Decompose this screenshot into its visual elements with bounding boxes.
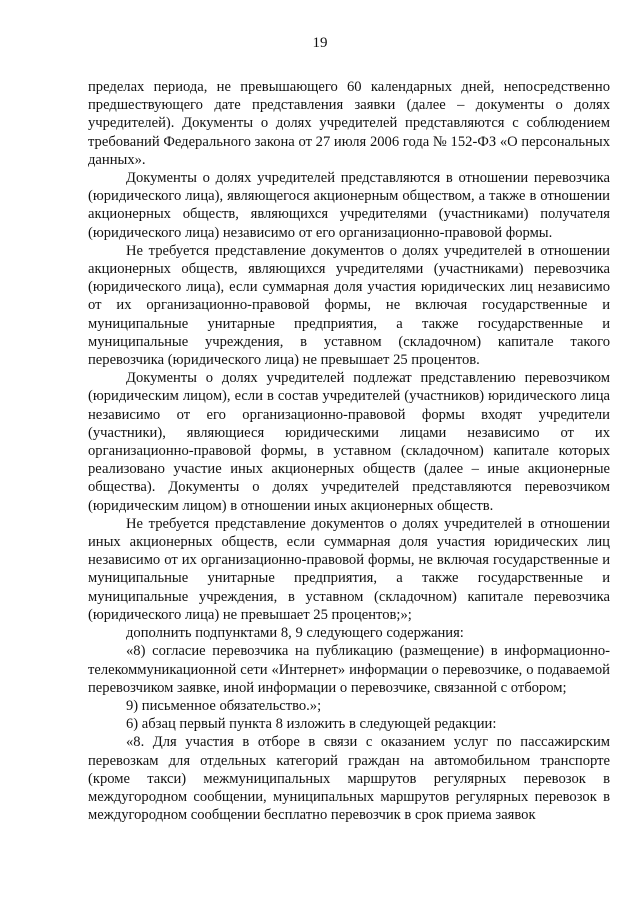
paragraph: Не требуется представление документов о долях учредителей в отношении иных акционерных обществ, если суммарная доля участия юридических лиц независимо от их организационно-правовой формы, не включая государственные и муниципальные унитарные предприятия, а также государственные и муниципальные учреждения, в уставном (складочном) капитале перевозчика (юридического лица) не превышает 25 процентов;»; [88, 515, 610, 623]
page-number: 19 [312, 35, 328, 51]
paragraph: «8) согласие перевозчика на публикацию (размещение) в информационно-телекоммуникационной сети «Интернет» информации о перевозчике, о подаваемой перевозчиком заявке, иной информации о перевозчике, связанной с отбором; [88, 643, 610, 696]
paragraph: пределах периода, не превышающего 60 календарных дней, непосредственно предшествующего дате представления заявки (далее – документы о долях учредителей). Документы о долях учредителей представляются с соблюдением требований Федерального закона от 27 июля 2006 года № 152-ФЗ «О персональных данных». [88, 79, 610, 168]
paragraph: Документы о долях учредителей подлежат представлению перевозчиком (юридическим лицом), если в состав учредителей (участников) юридического лица независимо от его организационно-правовой формы входят учредители (участники), являющиеся юридическими лицами независимо от их организационно-правовой формы, в уставном (складочном) капитале которых реализовано участие иных акционерных обществ (далее – иные акционерные общества). Документы о долях учредителей представляются перевозчиком (юридическим лицом) в отношении иных акционерных обществ. [88, 370, 610, 514]
paragraph: дополнить подпунктами 8, 9 следующего содержания: [126, 625, 464, 642]
paragraph: «8. Для участия в отборе в связи с оказанием услуг по пассажирским перевозкам для отдельных категорий граждан на автомобильном транспорте (кроме такси) межмуниципальных маршрутов регулярных перевозок в междугородном сообщении, муниципальных маршрутов регулярных перевозок в междугородном сообщении бесплатно перевозчик в срок приема заявок [88, 734, 610, 824]
paragraph: 9) письменное обязательство.»; [126, 697, 322, 714]
paragraph: Документы о долях учредителей представляются в отношении перевозчика (юридического лица), являющегося акционерным обществом, а также в отношении акционерных обществ, являющихся учредителями (участниками) получателя (юридического лица) независимо от его организационно-правовой формы. [88, 170, 610, 241]
document-body [88, 78, 610, 824]
paragraph: 6) абзац первый пункта 8 изложить в следующей редакции: [126, 716, 497, 733]
paragraph: Не требуется представление документов о долях учредителей в отношении акционерных обществ, являющихся учредителями (участниками) перевозчика (юридического лица), если суммарная доля участия юридических лиц независимо от их организационно-правовой формы, не включая государственные и муниципальные унитарные предприятия, а также государственные и муниципальные учреждения, в уставном (складочном) капитале такого перевозчика (юридического лица) не превышает 25 процентов. [88, 242, 610, 369]
